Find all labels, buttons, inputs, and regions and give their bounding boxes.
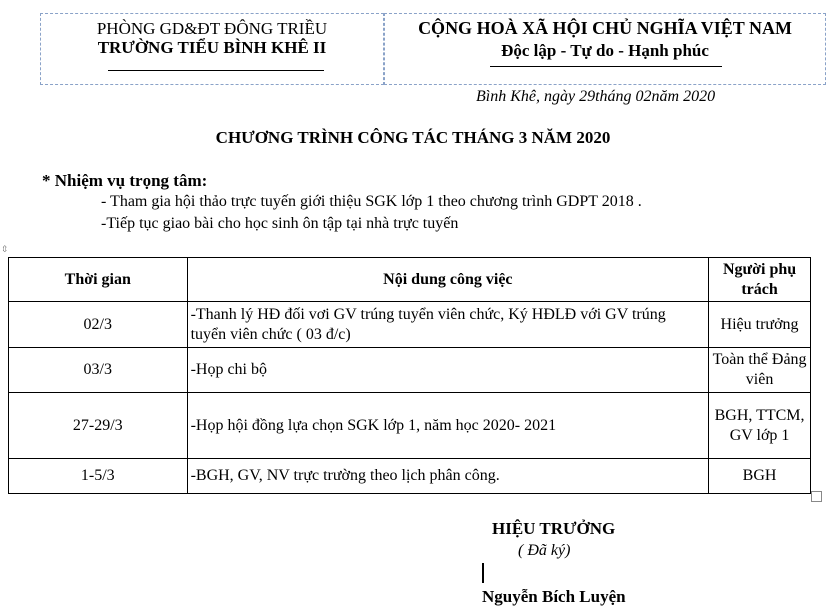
header-time: Thời gian — [9, 258, 188, 302]
signature-name: Nguyễn Bích Luyện — [482, 587, 626, 606]
signature-title: HIỆU TRƯỞNG — [492, 519, 616, 538]
table-row — [9, 348, 811, 393]
agency-name: PHÒNG GD&ĐT ĐÔNG TRIỀU — [96, 19, 328, 38]
row-content: -BGH, GV, NV trực trường theo lịch phân công. — [187, 459, 709, 494]
signature-note: ( Đã ký) — [518, 542, 571, 559]
row-time: 02/3 — [9, 302, 188, 348]
row-content: -Họp chi bộ — [187, 348, 709, 393]
row-owner: BGH — [709, 459, 811, 494]
school-name: TRƯỜNG TIỂU BÌNH KHÊ II — [97, 38, 327, 57]
table-row — [9, 459, 811, 494]
table-resize-handle-icon[interactable] — [811, 491, 822, 502]
row-owner: Toàn thể Đảng viên — [709, 348, 811, 393]
text-cursor — [482, 563, 484, 583]
task-item: - Tham gia hội thảo trực tuyến giới thiệu SGK lớp 1 theo chương trình GDPT 2018 . — [101, 193, 642, 210]
header-owner: Người phụ trách — [709, 258, 811, 302]
country-name: CỘNG HOÀ XÃ HỘI CHỦ NGHĨA VIỆT NAM — [418, 18, 792, 38]
row-owner: Hiệu trưởng — [709, 302, 811, 348]
task-item: -Tiếp tục giao bài cho học sinh ôn tập tại nhà trực tuyến — [101, 215, 459, 232]
row-content: -Thanh lý HĐ đối vơi GV trúng tuyển viên chức, Ký HĐLĐ với GV trúng tuyển viên chức ( 03 đ/c) — [187, 302, 709, 348]
table-row — [9, 302, 811, 348]
row-time: 27-29/3 — [9, 393, 188, 459]
header-content: Nội dung công việc — [187, 258, 709, 302]
motto-underline — [490, 66, 722, 67]
table-row — [9, 393, 811, 459]
document-title: CHƯƠNG TRÌNH CÔNG TÁC THÁNG 3 NĂM 2020 — [215, 128, 611, 147]
dateline: Bình Khê, ngày 29tháng 02năm 2020 — [476, 88, 716, 105]
table-move-handle-icon[interactable]: ⇳ — [1, 244, 9, 254]
schedule-table — [8, 257, 811, 494]
school-underline — [108, 70, 324, 71]
national-motto: Độc lập - Tự do - Hạnh phúc — [501, 41, 709, 60]
row-time: 03/3 — [9, 348, 188, 393]
row-owner: BGH, TTCM, GV lớp 1 — [709, 393, 811, 459]
row-time: 1-5/3 — [9, 459, 188, 494]
row-content: -Họp hội đồng lựa chọn SGK lớp 1, năm học 2020- 2021 — [187, 393, 709, 459]
table-header-row — [9, 258, 811, 302]
tasks-heading: * Nhiệm vụ trọng tâm: — [42, 171, 208, 190]
